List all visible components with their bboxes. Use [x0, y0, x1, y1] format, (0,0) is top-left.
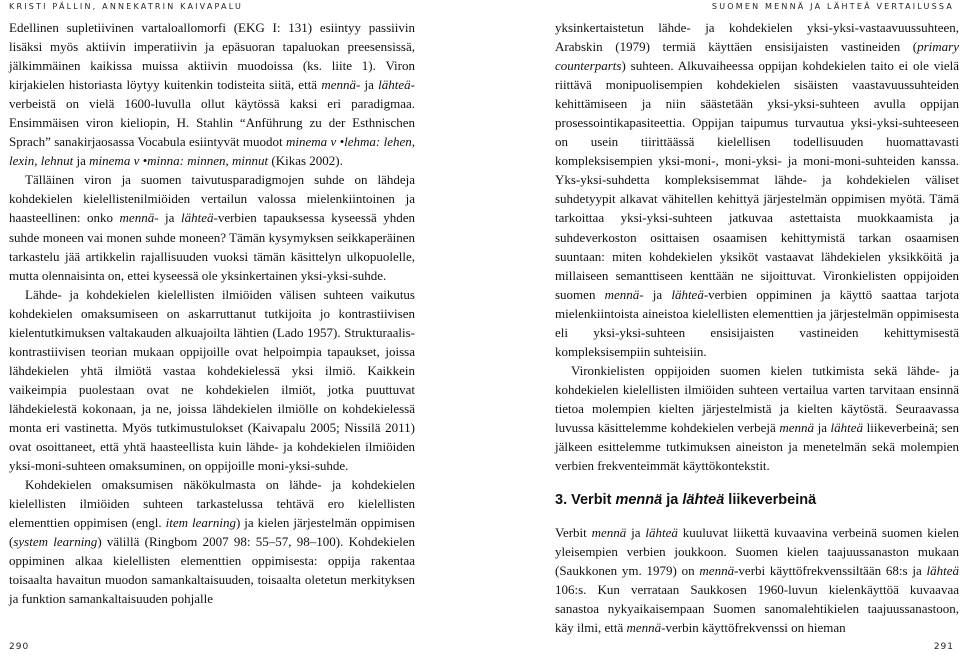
right-column [555, 18, 959, 637]
running-header-right: SUOMEN MENNÄ JA LÄHTEÄ VERTAILUSSA [711, 2, 954, 11]
left-column [9, 18, 415, 608]
running-header-left: KRISTI PÄLLIN, ANNEKATRIN KAIVAPALU [9, 2, 244, 11]
paragraph: Kohdekielen omaksumisen näkökulmasta on lähde- ja kohdekielen kielellisten ilmiöiden suhteen tarkastelussa tehtävä ero kielellisten elementtien oppimisen (engl. item learning) ja kielen järjestelmän oppimisen (system learning) välillä (Ringbom 2007 98: 55–57, 98–100). Kohdekielen oppiminen alkaa kielellisten elementtien oppimisesta: oppija rakentaa toisaalta havaitun muodon samankaltaisuuden, toisaalta oletetun merkityksen ja funktion samankaltaisuuden pohjalle [9, 477, 415, 607]
paragraph: Edellinen supletiivinen vartaloallomorfi (EKG I: 131) esiintyy passiivin lisäksi myös aktiivin imperatiivin ja epäsuoran tapaluokan preesensissä, jälkimmäinen kaikissa muissa aktiivin muodoissa (ks. liite 1). Viron kirjakielen historiasta löytyy kuitenkin todisteita siitä, että mennä- ja lähteä-verbeistä on vielä 1600-luvulla ollut käytössä kaksi eri paradigmaa. Ensimmäisen viron kieliopin, H. Stahlin “Anführung zu der Esthnischen Sprach” sanakirjaosassa Vocabula esiintyvät muodot minema v •lehma: lehen, lexin, lehnut ja minema v •minna: minnen, minnut (Kikas 2002). [9, 20, 416, 169]
paragraph: Tälläinen viron ja suomen taivutusparadigmojen suhde on lähdeja kohdekielen kielellistenilmiöiden vertailun valossa mielenkiintoinen ja haasteellinen: onko mennä- ja lähteä-verbien tapauksessa kyseessä yhden suhde moneen vai monen suhde moneen? Tämän kysymyksen seikkaperäinen tarkastelu jää artikkelin rajallisuuden vuoksi tämän käsittelyn ulkopuolelle, mutta olennaisinta on, ettei kyseessä ole yksinkertainen yksi-yksi-suhde. [9, 172, 416, 283]
paragraph: Verbit mennä ja lähteä kuuluvat liikettä kuvaavina verbeinä suomen kielen yleisempien verbien joukkoon. Suomen kielen taajuussanaston mukaan (Saukkonen ym. 1979) on mennä-verbi käyttöfrekvenssiltään 68:s ja lähteä 106:s. Kun verrataan Saukkosen 1960-luvun kielenkäyttöä kuvaavaa sanastoa nykyaikaisempaan Suomen sanomalehtikielen taajuussanastoon, käy ilmi, että mennä-verbin käyttöfrekvenssi on hieman [555, 525, 959, 636]
paragraph: Lähde- ja kohdekielen kielellisten ilmiöiden välisen suhteen vaikutus kohdekielen omaksumiseen on askarruttanut tutkijoita jo kontrastiivisen kielentutkimuksen valtakauden alkuajoilta lähtien (Lado 1957). Strukturaalis-kontrastiivisen teorian mukaan oppijoille ovat helpoimpia tapaukset, joissa lähdekielen yhtä ilmiötä vastaa kohdekielessä yksi ilmiö. Kaikkein vaikeimpia puolestaan ovat ne kohdekielen ilmiöt, jotka puuttuvat lähdekielestä kokonaan, ja ne, joissa lähdekielen ilmiölle on kohdekielessä monta eri vastinetta. Myös tutkimustulokset (Kaivapalu 2005; Nissilä 2011) ovat osoittaneet, että yhtä haasteellista kuin lähde- ja kohdekielen ilmiöiden yksi-moni-suhteen omaksuminen, on oppijoille moni-yksi-suhde. [9, 286, 415, 474]
page-number-left: 290 [9, 642, 30, 652]
section-heading: 3. Verbit mennä ja lähteä liikeverbeinä [555, 492, 817, 509]
paragraph: yksinkertaistetun lähde- ja kohdekielen yksi-yksi-vastaavuussuhteen, Arabskin (1979) termiä käyttäen ensisijaisten vastineiden (primary counterparts) suhteen. Alkuvaiheessa oppijan kohdekielen taito ei ole vielä riittävä monipuolisempien kohdekielen sisäisten vaastavuussuhteiden kehittämiseen ja niin säästetään yksi-yksi-suhteen avulla oppijan prosessointikapasiteettia. Oppijan taipumus turvautua yksi-yksi-suhteeseen on usein tiirittäässä kielellisen todellisuuden huomattavasti kompleksisempien yksi-moni-, moni-yksi- ja moni-moni-suhteiden kanssa. Yks-yksi-suhdetta kompleksisemmat lähde- ja kohdekielen väliset suhdetyypit alkavat vähitellen kehittyä järjestelmän oppimisen myötä. Tämä tarkoittaa yksi-yksi-suhteen jatkuvaa astettaista muokkaamista ja suhdeverkoston osittaisen osaamisen kehittymistä tarkan osaamisen suuntaan: miten kohdekielen yksiköt vastaavat lähdekielen yksikköitä ja millaiseen semanttiseen kenttään ne sijoittuvat. Vironkielisten oppijoiden suomen mennä- ja lähteä-verbien oppiminen ja käyttö saattaa tarjota mielenkiintoista aineistoa kielellisten elementtien ja järjestelmän oppimisesta eli yksi-yksi-suhteen ensisijaisten vastineiden kehittymisestä kompleksisempiin suhteisiin. [555, 20, 959, 359]
page-number-right: 291 [933, 642, 954, 652]
paragraph: Vironkielisten oppijoiden suomen kielen tutkimista sekä lähde- ja kohdekielen kielellisten ilmiöiden suhteen vertailua varten tarvitaan ensinnä tietoa molempien kielten järjestelmistä ja kielten käytöstä. Seuraavassa luvussa käsittelemme kohdekielen verbejä mennä ja lähteä liikeverbeinä; sen jälkeen esittelemme tutkimuksen aineiston ja menetelmän sekä molempien verbien frekventeimmät käyttökontekstit. [555, 362, 959, 474]
